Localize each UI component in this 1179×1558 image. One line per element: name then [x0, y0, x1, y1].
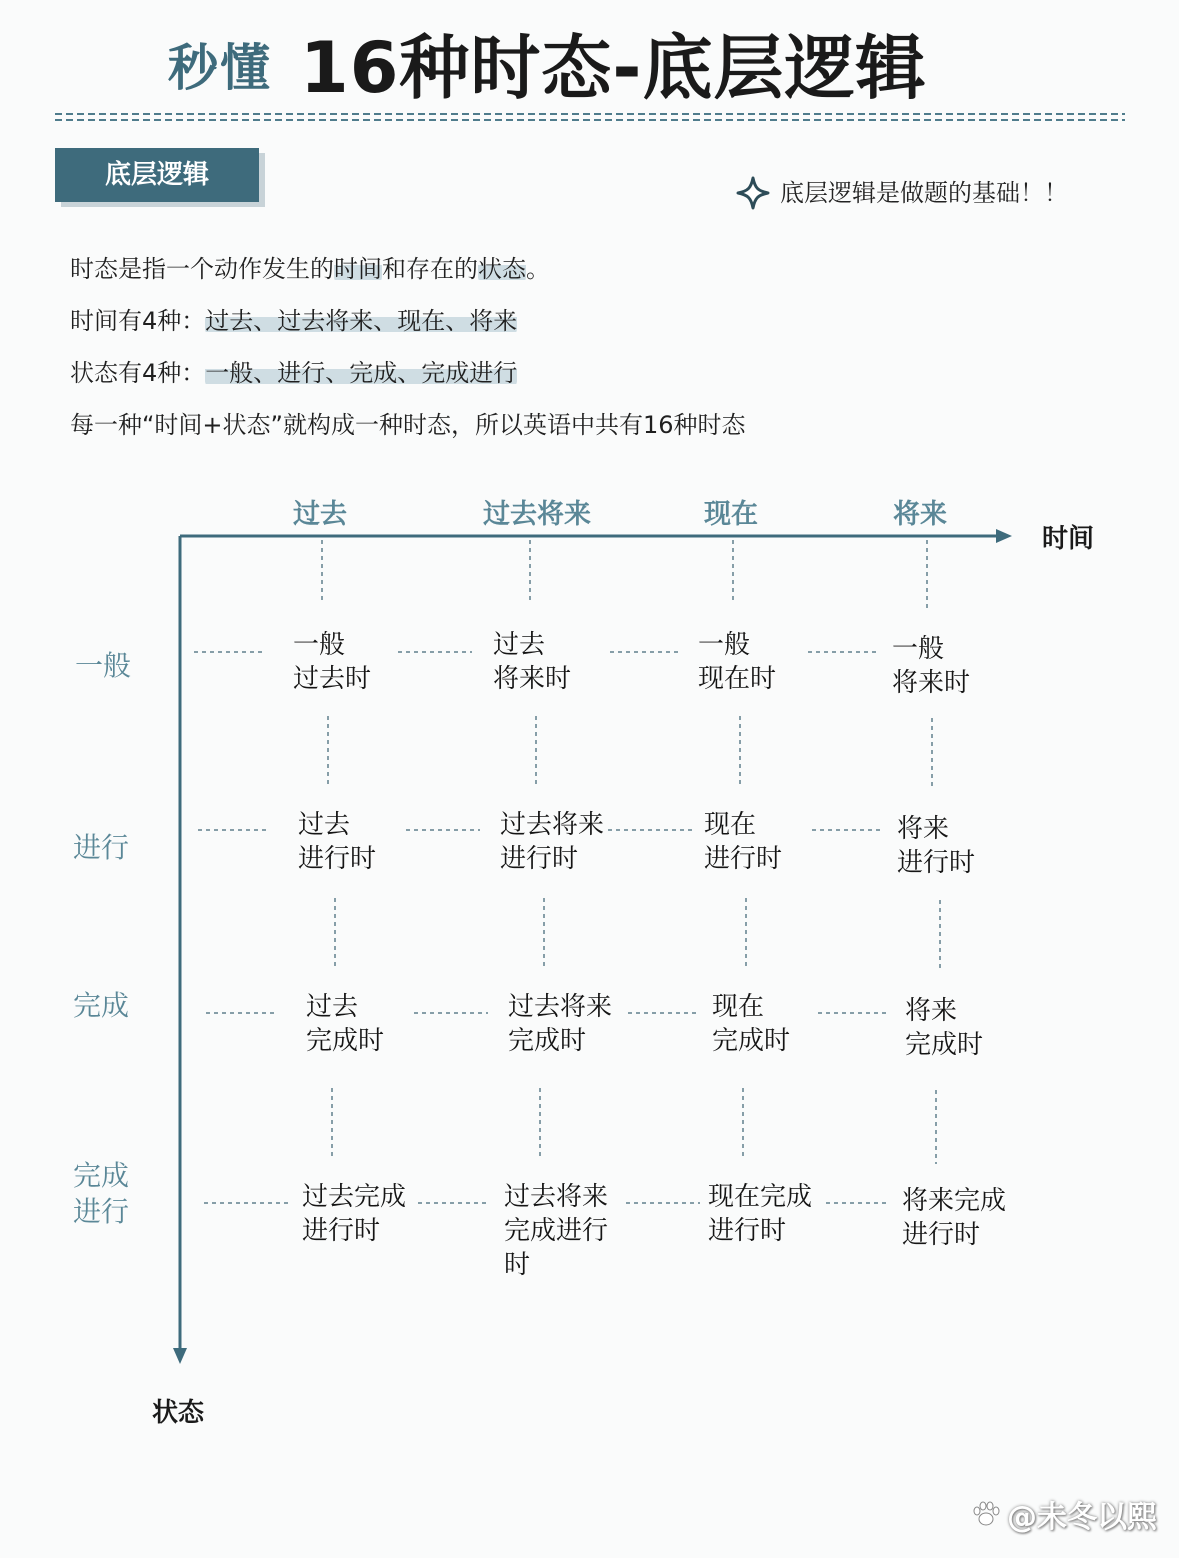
row-header: 一般: [74, 649, 131, 682]
tense-cell: 过去将来 完成时: [508, 992, 613, 1056]
tense-cell: 将来 完成时: [905, 996, 984, 1060]
y-axis-arrow-icon: [173, 1348, 187, 1364]
x-axis-arrow-icon: [996, 529, 1012, 543]
state-count-label: 状态有4种：: [70, 359, 206, 387]
watermark-text: @未冬以熙: [1007, 1500, 1157, 1535]
column-header: 现在: [704, 499, 758, 530]
tense-cell: 过去完成 进行时: [302, 1182, 407, 1246]
highlight-time: 时间: [334, 255, 382, 283]
row-header: 完成: [72, 989, 129, 1022]
tense-cell: 一般 将来时: [892, 634, 971, 698]
tense-cell: 一般 过去时: [293, 630, 372, 694]
row-header: 完成 进行: [72, 1159, 129, 1228]
page-title: 16种时态-底层逻辑: [300, 27, 927, 109]
tense-cell: 过去 将来时: [493, 630, 572, 694]
column-header: 将来: [893, 499, 947, 530]
intro-text: 。: [526, 255, 550, 283]
tense-cell: 过去将来 完成进行 时: [504, 1182, 609, 1280]
watermark: [971, 1492, 1157, 1536]
section-tag: 底层逻辑: [55, 148, 259, 202]
tense-cell: 过去 完成时: [306, 992, 385, 1056]
intro-summary: 每一种“时间+状态”就构成一种时态，所以英语中共有16种时态: [70, 411, 746, 439]
tense-cell: 现在 完成时: [712, 992, 791, 1056]
tense-cell: 过去将来 进行时: [500, 810, 605, 874]
column-header: 过去: [293, 499, 347, 530]
time-list: 过去、过去将来、现在、将来: [205, 307, 518, 335]
column-header: 过去将来: [483, 499, 591, 530]
tense-cell: 将来 进行时: [897, 814, 976, 878]
state-list: 一般、进行、完成、完成进行: [205, 359, 518, 387]
title-prefix: 秒懂: [168, 39, 272, 97]
intro-text: 时态是指一个动作发生的: [70, 255, 334, 283]
highlight-state: 状态: [478, 255, 526, 283]
tense-cell: 将来完成 进行时: [902, 1186, 1007, 1250]
section-note-text: 底层逻辑是做题的基础！！: [780, 179, 1068, 207]
tense-cell: 现在完成 进行时: [708, 1182, 813, 1246]
tense-cell: 现在 进行时: [704, 810, 783, 874]
y-axis-label: 状态: [152, 1398, 205, 1428]
tense-cell: 一般 现在时: [698, 630, 777, 694]
tense-cell: 过去 进行时: [298, 810, 377, 874]
time-count-label: 时间有4种：: [70, 307, 206, 335]
x-axis-label: 时间: [1042, 524, 1095, 554]
intro-text: 和存在的: [382, 255, 478, 283]
row-header: 进行: [72, 831, 129, 864]
paw-icon: [971, 1501, 1001, 1527]
